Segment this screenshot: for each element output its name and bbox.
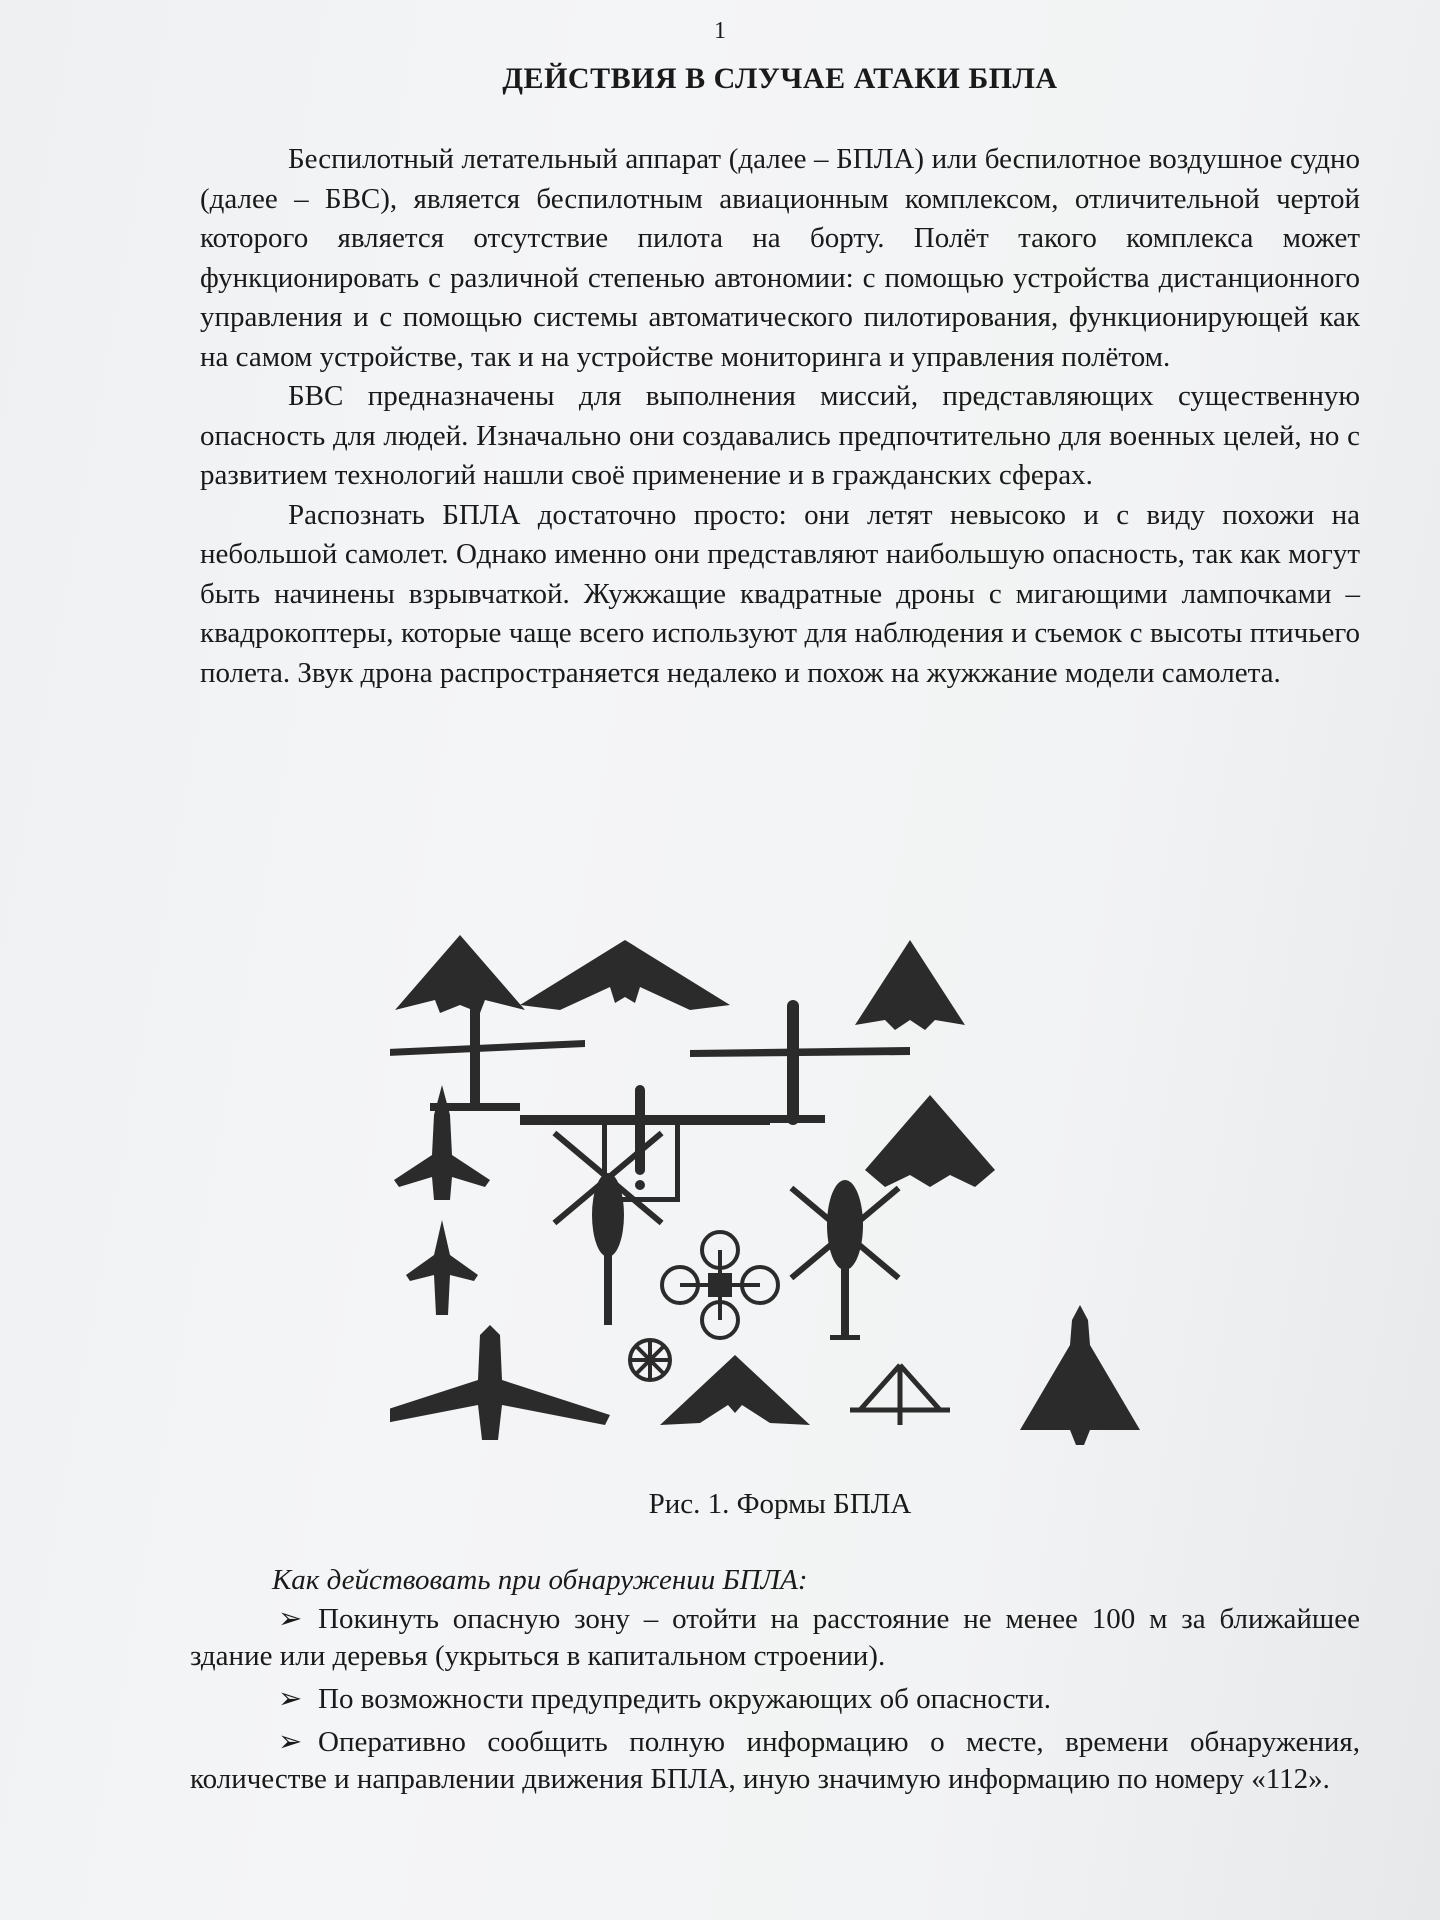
- uav-shapes-figure: [390, 925, 1170, 1485]
- action-item: [190, 1681, 1360, 1718]
- stealth-wing-icon: [865, 1095, 995, 1187]
- helicopter-drone-icon: [552, 1131, 663, 1325]
- paragraph: Распознать БПЛА достаточно просто: они летят невысоко и с виду похожи на небольшой самолет. Однако именно они представляют наибольшую опасность, так как могут быть начинены взрывчаткой. Жужжащие квадратные дроны с мигающими лампочками – квадрокоптеры, которые чаще всего используют для наблюдения и съемок с высоты птичьего полета. Звук дрона распространяется недалеко и похож на жужжание модели самолета.: [200, 498, 1360, 689]
- arrow-bullet-icon: ➢: [278, 1683, 303, 1715]
- document-title: ДЕЙСТВИЯ В СЛУЧАЕ АТАКИ БПЛА: [502, 62, 1058, 95]
- action-item: [190, 1724, 1360, 1798]
- actions-heading: Как действовать при обнаружении БПЛА:: [272, 1564, 808, 1596]
- tripod-drone-icon: [850, 1365, 950, 1425]
- arrow-bullet-icon: ➢: [278, 1726, 303, 1758]
- paragraph: БВС предназначены для выполнения миссий, представляющих существенную опасность для людей. Изначально они создавались предпочтительно для военных целей, но с развитием технологий нашли своё применение и в гражданских сферах.: [200, 380, 1360, 491]
- figure-caption: Рис. 1. Формы БПЛА: [648, 1488, 912, 1520]
- delta-drone-icon: [395, 935, 525, 1013]
- flying-wing-icon: [660, 1355, 810, 1425]
- small-jet-drone-icon: [406, 1220, 478, 1315]
- action-item-text: Покинуть опасную зону – отойти на расстояние не менее 100 м за ближайшее здание или деревья (укрыться в капитальном строении).: [190, 1603, 1360, 1672]
- flying-wing-icon: [520, 940, 730, 1010]
- action-item-text: Оперативно сообщить полную информацию о месте, времени обнаружения, количестве и направлении движения БПЛА, иную значимую информацию по номеру «112».: [190, 1726, 1360, 1795]
- page-number: 1: [714, 18, 726, 44]
- body-text: [200, 140, 1360, 693]
- paragraph: Беспилотный летательный аппарат (далее – БПЛА) или беспилотное воздушное судно (далее – БВС), является беспилотным авиационным комплексом, отличительной чертой которого является отсутствие пилота на борту. Полёт такого комплекса может функционировать с различной степенью автономии: с помощью устройства дистанционного управления и с помощью системы автоматического пилотирования, функционирующей как на самом устройстве, так и на устройстве мониторинга и управления полётом.: [200, 143, 1360, 373]
- rotor-icon: [630, 1340, 670, 1380]
- long-wing-drone-icon: [390, 995, 585, 1111]
- helicopter-drone-icon: [789, 1180, 900, 1340]
- quadcopter-body: [708, 1273, 732, 1297]
- action-item-text: По возможности предупредить окружающих об опасности.: [318, 1683, 1051, 1715]
- action-item: [190, 1601, 1360, 1675]
- delta-jet-icon: [1020, 1305, 1140, 1445]
- swept-wing-drone-icon: [390, 1325, 610, 1440]
- arrow-bullet-icon: ➢: [278, 1603, 303, 1635]
- actions-section: [190, 1562, 1360, 1804]
- delta-drone-icon: [855, 940, 965, 1030]
